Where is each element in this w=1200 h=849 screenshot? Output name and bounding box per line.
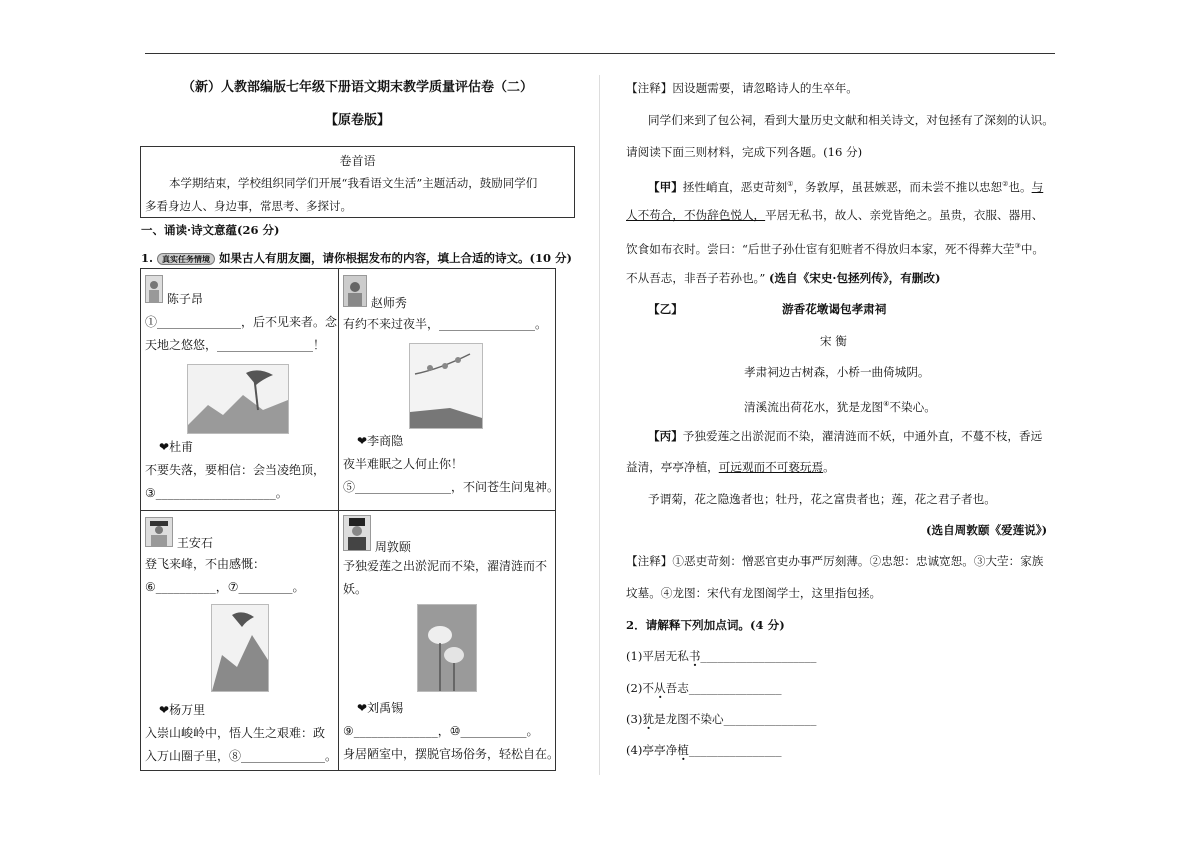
passage-jia-line-4: [626, 270, 940, 287]
question-1-number: 1.: [141, 251, 154, 265]
reply-line: 入万山圈子里，⑧______________。: [145, 749, 338, 763]
poem-text: 不染心。: [889, 399, 936, 414]
grid-vline: [338, 269, 339, 770]
preface-box: [140, 146, 575, 218]
heart-icon: ❤: [357, 434, 368, 448]
dotted-char: 书: [688, 649, 701, 663]
post-line: 有约不来过夜半，________________。: [343, 317, 548, 331]
portrait-wang-anshi-icon: [145, 517, 173, 547]
poem-author: 宋 衡: [820, 334, 847, 348]
column-divider: [599, 75, 600, 775]
question-1: [141, 250, 572, 267]
footnotes-line-2: 坟墓。④龙图：宋代有龙图阁学士，这里指包拯。: [626, 586, 882, 600]
poem-text: 清溪流出荷花水，犹是龙图: [744, 399, 884, 414]
reply-line: 身居陋室中，摆脱官场俗务，轻松自在。: [343, 747, 560, 761]
moment-cell-1: [145, 275, 338, 502]
footnote-marker: ④: [883, 400, 890, 408]
page-subtitle: 【原卷版】: [324, 113, 390, 128]
post-line: 予独爱莲之出淤泥而不染，濯清涟而不: [343, 559, 548, 573]
poster-name: 王安石: [176, 536, 213, 550]
underlined-text: 可远观而不可亵玩焉: [718, 460, 824, 474]
passage-text: 平居无私书，故人、亲党皆绝之。虽贵，衣服、器用、: [765, 208, 1044, 222]
answer-blank[interactable]: ________________: [688, 743, 782, 757]
passage-bing-line-1: [648, 428, 1042, 445]
footnote-marker: ②: [1002, 180, 1009, 188]
reply-line: 夜半难眠之人何止你！: [343, 457, 464, 471]
post-line: 天地之悠悠，________________！: [145, 338, 326, 352]
mountain-image: [211, 604, 269, 692]
dotted-char: 犹: [642, 712, 655, 726]
post-line: 妖。: [343, 582, 368, 596]
question-2-item-1: [626, 648, 816, 665]
post-line: 登飞来峰，不由感慨：: [145, 557, 266, 571]
moment-cell-3: [145, 517, 338, 765]
heart-icon: ❤: [159, 703, 170, 717]
passage-jia-label: 【甲】: [648, 179, 683, 194]
footnote-marker: ③: [1014, 242, 1021, 250]
poster-name: 周敦颐: [374, 540, 411, 554]
reply-name: 杜甫: [169, 440, 194, 454]
reply-line: 入崇山峻岭中，悟人生之艰难：政: [145, 726, 326, 740]
passage-text: 不从吾志，非吾子若孙也。”: [626, 271, 766, 285]
item-text: (4)亭亭净: [626, 743, 678, 757]
post-line: ①______________，后不见来者。念: [145, 315, 338, 329]
section-1-heading: 一、诵读·诗文意蕴(26 分): [141, 223, 280, 237]
poster-name: 赵师秀: [370, 296, 407, 310]
footnotes-line-1: 【注释】①恶吏苛刻：憎恶官吏办事严厉刻薄。②忠恕：忠诚宽恕。③大茔：家族: [626, 554, 1044, 568]
question-2: 2．请解释下列加点词。(4 分): [626, 618, 785, 632]
dotted-char: 从: [654, 681, 666, 695]
passage-bing-label: 【丙】: [648, 429, 683, 443]
post-line: ⑥__________，⑦_________。: [145, 580, 305, 594]
passage-text: ，务敦厚，虽甚嫉恶，而未尝不推以忠恕: [793, 179, 1003, 194]
answer-blank[interactable]: ____________________: [700, 649, 817, 663]
reply-line: 不要失落，要相信：会当凌绝顶，: [145, 463, 326, 477]
poem-line-2: [744, 396, 936, 416]
passage-jia-line-3: [626, 238, 1044, 258]
note-birth-death: 【注释】因设题需要，请忽略诗人的生卒年。: [626, 81, 858, 95]
question-2-item-2: [626, 680, 782, 697]
heart-icon: ❤: [357, 701, 368, 715]
footnote-marker: ①: [787, 180, 794, 188]
reply-name: 李商隐: [367, 434, 404, 448]
preface-line-2: 多看身边人、身边事，常思考、多探讨。: [145, 199, 352, 213]
passage-jia-line-2: [626, 207, 1043, 224]
poem-line-1: 孝肃祠边古树森，小桥一曲倚城阴。: [744, 365, 930, 379]
passage-text: 予独爱莲之出淤泥而不染，濯清涟而不妖，中通外直，不蔓不枝，香远: [682, 429, 1043, 443]
passage-text: 。: [823, 460, 835, 474]
item-text: (1)平居无私: [626, 649, 689, 663]
passage-bing-line-3: 予谓菊，花之隐逸者也；牡丹，花之富贵者也；莲，花之君子者也。: [648, 492, 996, 506]
answer-blank[interactable]: ________________: [688, 681, 782, 695]
passage-text: 饮食如布衣时。尝曰：“后世子孙仕宦有犯赃者不得放归本家，死不得葬大茔: [626, 241, 1015, 256]
underlined-text: 人不苟合，不伪辞色悦人，: [626, 208, 766, 222]
moments-grid: [140, 268, 560, 771]
passage-text: 中。: [1020, 241, 1045, 256]
reply-name: 刘禹锡: [367, 701, 404, 715]
item-text: 是龙图不染心: [654, 712, 724, 726]
passage-text: 益清，亭亭净植，: [626, 460, 719, 474]
landscape-image: [187, 364, 289, 434]
heart-icon: ❤: [159, 440, 170, 454]
lotus-image: [417, 604, 477, 692]
underlined-text: 与: [1031, 179, 1044, 194]
grid-hline: [141, 510, 555, 511]
preface-line-1: 本学期结束，学校组织同学们开展“我看语文生活”主题活动，鼓励同学们: [169, 176, 538, 190]
passage-source: (选自《宋史·包拯列传》，有删改): [768, 271, 941, 285]
passage-yi-label: 【乙】: [648, 302, 683, 316]
item-text: (2)不: [626, 681, 655, 695]
reply-line: ③____________________。: [145, 486, 288, 500]
intro-line-2: 请阅读下面三则材料，完成下列各题。(16 分): [626, 145, 863, 159]
preface-title: 卷首语: [339, 154, 376, 168]
dotted-char: 植: [677, 743, 689, 757]
item-text: (3): [626, 712, 643, 726]
question-1-text: 如果古人有朋友圈，请你根据发布的内容，填上合适的诗文。(10 分): [219, 251, 572, 265]
passage-text: 也。: [1008, 179, 1032, 194]
answer-blank[interactable]: ________________: [723, 712, 817, 726]
poem-title: 游香花墩谒包孝肃祠: [782, 302, 887, 316]
passage-jia-line-1: [648, 176, 1043, 196]
portrait-zhao-shixiu-icon: [343, 275, 367, 307]
moment-cell-4: [343, 515, 560, 763]
question-2-item-4: [626, 742, 782, 759]
poster-name: 陈子昂: [166, 292, 203, 306]
passage-bing-source: (选自周敦颐《爱莲说》): [926, 523, 1048, 537]
passage-text: 拯性峭直，恶吏苛刻: [682, 179, 788, 194]
task-badge: 真实任务情境: [157, 253, 215, 265]
reply-name: 杨万里: [169, 703, 206, 717]
night-branch-image: [409, 343, 483, 429]
reply-line: ⑤________________，不问苍生问鬼神。: [343, 480, 560, 494]
top-rule: [145, 53, 1055, 54]
intro-line-1: 同学们来到了包公祠，看到大量历史文献和相关诗文，对包拯有了深刻的认识。: [648, 113, 1054, 127]
moment-cell-2: [343, 275, 560, 496]
passage-bing-line-2: [626, 459, 835, 476]
page-title: （新）人教部编版七年级下册语文期末教学质量评估卷（二）: [181, 80, 533, 95]
portrait-chen-ziang-icon: [145, 275, 163, 303]
question-2-item-3: [626, 711, 816, 728]
item-text: 吾志: [665, 681, 689, 695]
reply-line: ⑨______________，⑩___________。: [343, 724, 539, 738]
portrait-zhou-dunyi-icon: [343, 515, 371, 551]
